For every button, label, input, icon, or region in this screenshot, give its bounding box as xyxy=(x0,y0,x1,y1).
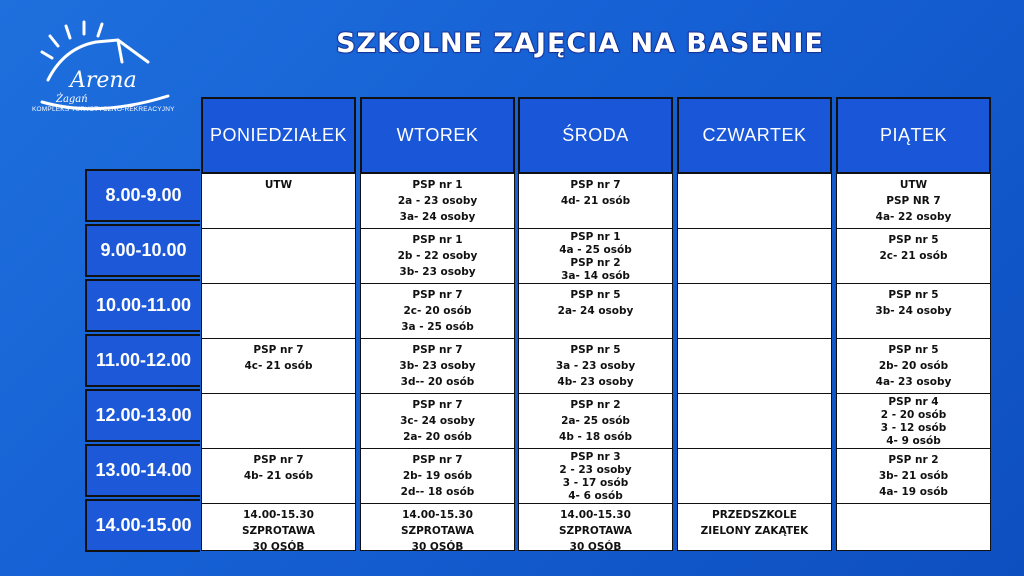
schedule-entry-line: PSP nr 7 xyxy=(412,344,463,356)
schedule-entry-line: PSP nr 5 xyxy=(888,234,939,246)
schedule-cell xyxy=(361,284,514,339)
schedule-entry-line: PSP nr 5 xyxy=(570,289,621,301)
schedule-cell xyxy=(519,229,672,284)
schedule-cell xyxy=(837,394,990,449)
schedule-cell xyxy=(361,504,514,559)
time-slot: 13.00-14.00 xyxy=(85,444,200,497)
schedule-entry-line: UTW xyxy=(899,179,928,191)
time-slot: 10.00-11.00 xyxy=(85,279,200,332)
schedule-cell xyxy=(202,174,355,229)
schedule-entry-line: 30 OSÓB xyxy=(252,541,305,553)
schedule-entry-line: 2d-- 18 osób xyxy=(400,486,475,498)
schedule-entry-line: 3 - 17 osób xyxy=(562,477,629,489)
schedule-entry-line: 4b- 21 osób xyxy=(243,470,314,482)
schedule-entry-line: PSP nr 2 xyxy=(570,399,621,411)
schedule-entry-line: 4a- 23 osoby xyxy=(875,376,952,388)
schedule-cell xyxy=(678,449,831,504)
schedule-entry-line: 14.00-15.30 xyxy=(560,509,631,521)
schedule-entry-line: PSP nr 5 xyxy=(888,289,939,301)
schedule-cell xyxy=(202,229,355,284)
schedule-cell xyxy=(361,174,514,229)
schedule-entry-line: 2b- 20 osób xyxy=(878,360,949,372)
schedule-cell xyxy=(837,284,990,339)
schedule-cell xyxy=(678,339,831,394)
schedule-cell xyxy=(837,339,990,394)
schedule-entry-line: 4a - 25 osób xyxy=(559,244,632,256)
schedule-entry-line: 30 OSÓB xyxy=(411,541,464,553)
schedule-entry-line: 4a- 19 osób xyxy=(879,486,948,498)
schedule-entry-line: 3b- 23 osoby xyxy=(399,266,476,278)
schedule-cell xyxy=(678,229,831,284)
schedule-entry-line: 2a- 20 osób xyxy=(403,431,472,443)
schedule-cell xyxy=(361,229,514,284)
schedule-entry-line: PSP nr 2 xyxy=(570,257,621,269)
schedule-entry-line: 2a- 24 osoby xyxy=(557,305,634,317)
time-slot: 12.00-13.00 xyxy=(85,389,200,442)
schedule-entry-line: 3a - 25 osób xyxy=(401,321,474,333)
schedule-entry-line: PSP nr 7 xyxy=(253,454,304,466)
schedule-entry-line: PSP nr 7 xyxy=(253,344,304,356)
schedule-column-wtorek xyxy=(360,173,515,551)
schedule-cell xyxy=(519,394,672,449)
schedule-cell xyxy=(202,339,355,394)
schedule-entry-line: 2a - 23 osoby xyxy=(397,195,478,207)
schedule-entry-line: PSP nr 2 xyxy=(888,454,939,466)
schedule-entry-line: 4- 9 osób xyxy=(886,435,941,447)
logo-brand: Arena xyxy=(70,68,137,93)
schedule-entry-line: PSP nr 7 xyxy=(412,454,463,466)
time-slot: 8.00-9.00 xyxy=(85,169,200,222)
schedule-entry-line: 4- 6 osób xyxy=(568,490,623,502)
schedule-entry-line: 3b- 21 osób xyxy=(878,470,949,482)
schedule-entry-line: UTW xyxy=(264,179,293,191)
schedule-cell xyxy=(361,449,514,504)
schedule-cell xyxy=(202,284,355,339)
schedule-entry-line: PRZEDSZKOLE xyxy=(712,509,797,521)
schedule-entry-line: 2b- 19 osób xyxy=(402,470,473,482)
day-header-sroda: ŚRODA xyxy=(518,97,673,174)
logo-subtitle: Żagań xyxy=(56,94,88,105)
schedule-entry-line: 4b - 18 osób xyxy=(559,431,632,443)
schedule-cell xyxy=(837,229,990,284)
schedule-cell xyxy=(519,284,672,339)
schedule-cell xyxy=(361,394,514,449)
schedule-cell xyxy=(837,504,990,559)
schedule-entry-line: 2a- 25 osób xyxy=(561,415,630,427)
schedule-cell xyxy=(678,174,831,229)
schedule-entry-line: 2 - 23 osoby xyxy=(559,464,632,476)
schedule-cell xyxy=(837,174,990,229)
schedule-column-piatek xyxy=(836,173,991,551)
schedule-entry-line: PSP nr 5 xyxy=(570,344,621,356)
schedule-entry-line: 3a - 23 osoby xyxy=(555,360,636,372)
schedule-entry-line: PSP NR 7 xyxy=(886,195,941,207)
schedule-entry-line: SZPROTAWA xyxy=(241,525,316,537)
day-header-wtorek: WTOREK xyxy=(360,97,515,174)
schedule-entry-line: 4c- 21 osób xyxy=(244,360,313,372)
schedule-entry-line: 14.00-15.30 xyxy=(243,509,314,521)
schedule-entry-line: 3a- 24 osoby xyxy=(399,211,476,223)
day-header-piatek: PIĄTEK xyxy=(836,97,991,174)
schedule-entry-line: PSP nr 5 xyxy=(888,344,939,356)
schedule-entry-line: 14.00-15.30 xyxy=(402,509,473,521)
day-header-poniedzialek: PONIEDZIAŁEK xyxy=(201,97,356,174)
schedule-entry-line: 4b- 23 osoby xyxy=(557,376,634,388)
schedule-cell xyxy=(519,449,672,504)
schedule-entry-line: PSP nr 3 xyxy=(570,451,621,463)
logo-caption: KOMPLEKS TURYSTYCZNO-REKREACYJNY xyxy=(32,106,175,113)
day-header-czwartek: CZWARTEK xyxy=(677,97,832,174)
time-slot: 11.00-12.00 xyxy=(85,334,200,387)
schedule-entry-line: PSP nr 7 xyxy=(412,289,463,301)
schedule-entry-line: PSP nr 1 xyxy=(570,231,621,243)
schedule-entry-line: PSP nr 7 xyxy=(570,179,621,191)
schedule-entry-line: 4a- 22 osoby xyxy=(875,211,952,223)
schedule-cell xyxy=(202,504,355,559)
schedule-cell xyxy=(678,284,831,339)
schedule-cell xyxy=(519,174,672,229)
schedule-entry-line: 2b - 22 osoby xyxy=(397,250,478,262)
schedule-entry-line: SZPROTAWA xyxy=(400,525,475,537)
schedule-entry-line: PSP nr 1 xyxy=(412,179,463,191)
schedule-entry-line: SZPROTAWA xyxy=(558,525,633,537)
schedule-entry-line: PSP nr 4 xyxy=(888,396,939,408)
schedule-entry-line: 2 - 20 osób xyxy=(880,409,947,421)
schedule-entry-line: 3b- 24 osoby xyxy=(875,305,952,317)
schedule-entry-line: PSP nr 7 xyxy=(412,399,463,411)
schedule-entry-line: 2c- 20 osób xyxy=(403,305,472,317)
schedule-entry-line: 3c- 24 osoby xyxy=(400,415,475,427)
schedule-cell xyxy=(202,394,355,449)
schedule-cell xyxy=(202,449,355,504)
schedule-entry-line: 2c- 21 osób xyxy=(879,250,948,262)
schedule-cell xyxy=(678,504,831,559)
schedule-entry-line: 3d-- 20 osób xyxy=(400,376,475,388)
schedule-entry-line: PSP nr 1 xyxy=(412,234,463,246)
schedule-cell xyxy=(361,339,514,394)
schedule-column-sroda xyxy=(518,173,673,551)
schedule-column-czwartek xyxy=(677,173,832,551)
time-slot: 14.00-15.00 xyxy=(85,499,200,552)
arena-logo xyxy=(18,18,188,128)
schedule-entry-line: 4d- 21 osób xyxy=(560,195,631,207)
schedule-cell xyxy=(519,504,672,559)
time-slot: 9.00-10.00 xyxy=(85,224,200,277)
schedule-column-poniedzialek xyxy=(201,173,356,551)
schedule-entry-line: 3 - 12 osób xyxy=(880,422,947,434)
schedule-cell xyxy=(678,394,831,449)
schedule-entry-line: ZIELONY ZAKĄTEK xyxy=(700,525,809,537)
schedule-cell xyxy=(519,339,672,394)
schedule-entry-line: 3b- 23 osoby xyxy=(399,360,476,372)
schedule-cell xyxy=(837,449,990,504)
page-title: SZKOLNE ZAJĘCIA NA BASENIE xyxy=(336,28,824,59)
schedule-entry-line: 3a- 14 osób xyxy=(561,270,630,282)
schedule-entry-line: 30 OSÓB xyxy=(569,541,622,553)
